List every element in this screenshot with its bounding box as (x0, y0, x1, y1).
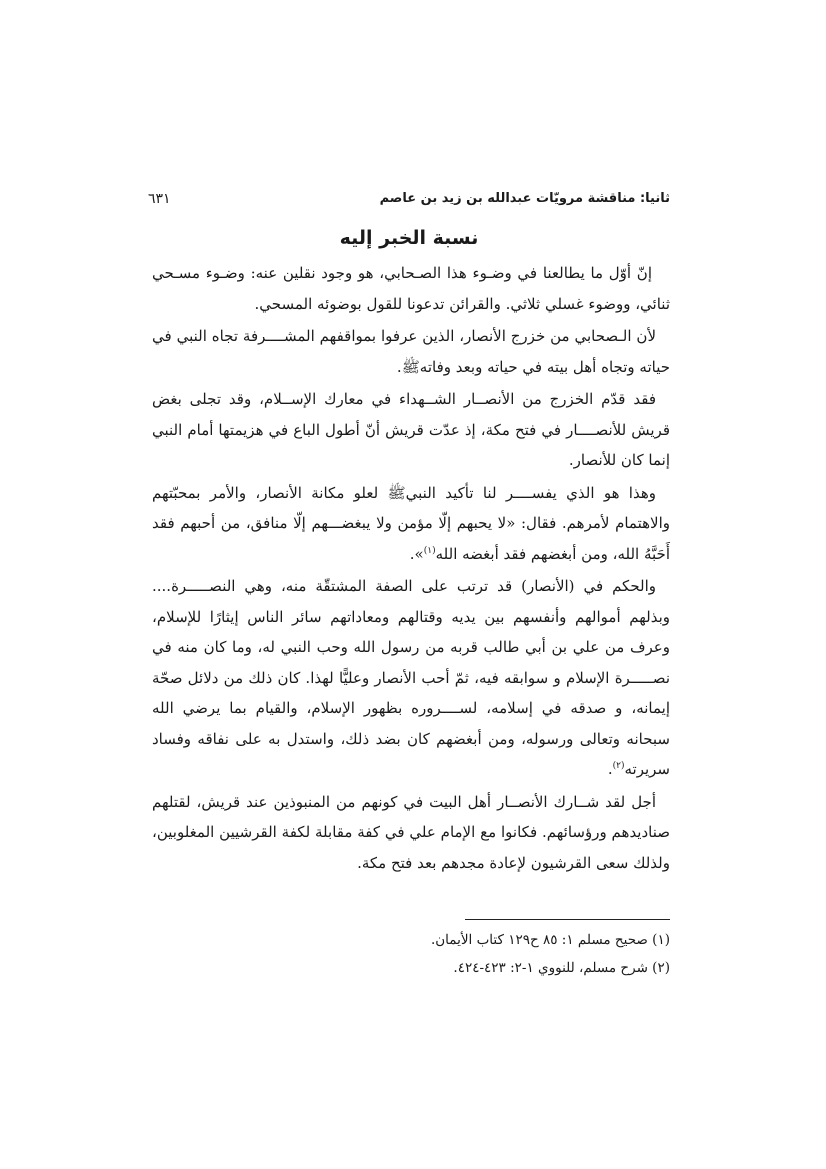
page-number: ٦٣١ (148, 191, 171, 207)
footnote: (١) صحيح مسلم ١: ٨٥ ح١٢٩ كتاب الأيمان. (430, 932, 670, 948)
running-header (148, 187, 670, 211)
section-title: نسبة الخبر إليه (339, 227, 479, 249)
paragraph: والحكم في (الأنصار) قد ترتب على الصفة المشتقّة منه، وهي النصـــــرة.... وبذلهم أموالهم وأنفسهم بين يديه وقتالهم ومعاداتهم سائر الناس إيثارًا للإسلام، وعرف من علي بن أبي طالب قربه من رسول الله وحب النبي له، وما كان منه في نصـــــرة الإسلام و سوابقه فيه، ثمّ أحب الأنصار وعليًّا لهذا. كان ذلك من دلائل صحّة إيمانه، و صدقه في إسلامه، لســــروره بظهور الإسلام، والقيام بما يرضي الله سبحانه وتعالى ورسوله، ومن أبغضهم كان بضد ذلك، واستدل به على نفاقه وفساد سريرته$^{(٢)}$. (152, 577, 670, 778)
paragraph: لأن الـصحابي من خزرج الأنصار، الذين عرفوا بمواقفهم المشــــرفة تجاه النبي في حياته وتجاه أهل بيته في حياته وبعد وفاتهﷺ. (152, 327, 670, 376)
paragraph: فقد قدّم الخزرج من الأنصــار الشــهداء في معارك الإســلام، وقد تجلى بغض قريش للأنصــــار في فتح مكة، إذ عدّت قريش أنّ أطول الباع في هزيمتها أمام النبي إنما كان للأنصار. (152, 390, 670, 469)
footnotes (152, 926, 670, 982)
footnote-ref[interactable]: (١) (423, 545, 436, 556)
footnote-ref[interactable]: (٢) (612, 761, 625, 771)
paragraph: إنّ أوّل ما يطالعنا في وضـوء هذا الصـحابي، هو وجود نقلين عنه: وضـوء مسـحي ثنائي، ووضوء غسلي ثلاثي. والقرائن تدعونا للقول بوضوئه المسحي. (152, 264, 670, 313)
footnote: (٢) شرح مسلم، للنووي ١-٢: ٤٢٣-٤٢٤. (453, 960, 670, 976)
body-text (152, 258, 670, 880)
header-title: ثانيا: مناقشة مرويّات عبدالله بن زيد بن عاصم (379, 191, 670, 206)
paragraph: أجل لقد شــارك الأنصــار أهل البيت في كونهم من المنبوذين عند قريش، لقتلهم صناديدهم ورؤسائهم. فكانوا مع الإمام علي في كفة مقابلة لكفة القرشيين المغلوبين، ولذلك سعى القرشيون لإعادة مجدهم بعد فتح مكة. (152, 792, 670, 872)
paragraph: وهذا هو الذي يفســــر لنا تأكيد النبيﷺ لعلو مكانة الأنصار، والأمر بمحبّتهم والاهتمام لأمرهم. فقال: «لا يحبهم إلّا مؤمن ولا يبغضـــهم إلّا منافق، من أحبهم فقد أَحَبَّهُ الله، ومن أبغضهم فقد أبغضه الله$^{(١)}$». (152, 483, 670, 563)
footnote-divider (465, 919, 670, 920)
